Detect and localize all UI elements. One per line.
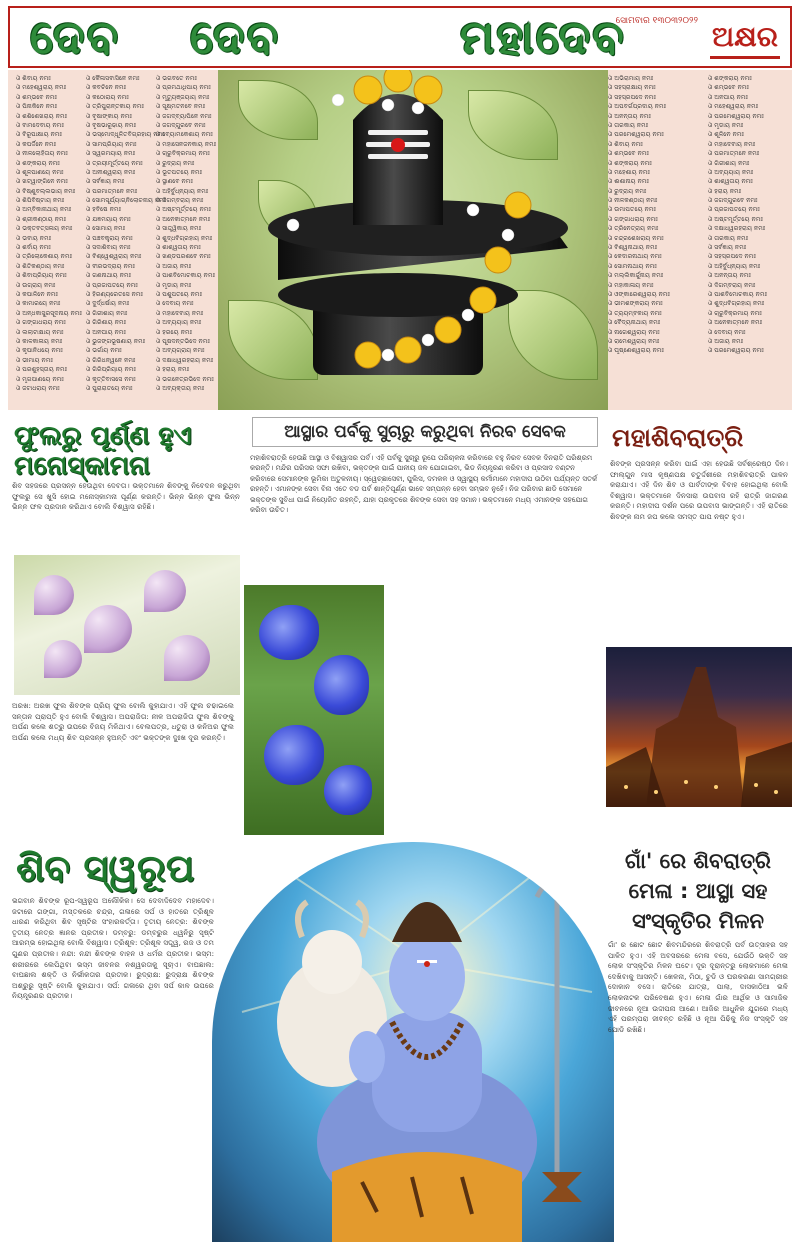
mahashivaratri-headline: ମହାଶିବରାତ୍ରି xyxy=(612,423,744,452)
petal xyxy=(259,605,319,660)
village-fair-headline xyxy=(604,842,792,940)
mantra-line: ଓଁ ପ୍ରମଥାଧିପାୟ ନମଃ xyxy=(156,84,211,92)
mantra-line: ଓଁ କଠୋରାୟ ନମଃ xyxy=(86,93,129,101)
mantra-line: ଓଁ ପରମେଶ୍ୱରାୟ ନମଃ xyxy=(608,131,664,139)
mantra-line: ଓଁ ବିଶ୍ୱନାଥାୟ ନମଃ xyxy=(608,244,658,252)
mantra-line: ଓଁ ପଶୁପତୟେ ନମଃ xyxy=(156,290,202,298)
mantra-line: ଓଁ ମହେଶାୟ ନମଃ xyxy=(608,168,650,176)
shiva-face xyxy=(389,933,465,1021)
mantra-line: ଓଁ ସର୍ବଜ୍ଞାୟ ନମଃ xyxy=(86,178,125,186)
mantra-line: ଓଁ ସାମପ୍ରିୟାୟ ନମଃ xyxy=(86,140,137,148)
mantra-line: ଓଁ ଗିରିଧନ୍ୱନେ ନମଃ xyxy=(86,356,136,364)
mantra-line: ଓଁ ହବିଷେ ନମଃ xyxy=(86,206,121,214)
mantra-line: ଓଁ ଶର୍ବାୟ ନମଃ xyxy=(16,244,51,252)
village-fair-headline-line-1: ଗାଁ' ରେ ଶିବରାତ୍ରି xyxy=(625,849,771,873)
mantra-line: ଓଁ ଅନୀଶ୍ୱରାୟ ନମଃ xyxy=(86,168,136,176)
mantra-line: ଓଁ ଅବ୍ୟୟାୟ ନମଃ xyxy=(156,319,202,327)
blessing-hand xyxy=(349,1031,385,1083)
mantra-line: ଓଁ ହିରଣ୍ୟରେତସେ ନମଃ xyxy=(86,290,143,298)
petal xyxy=(144,570,186,612)
mantra-line: ଓଁ ଚାରୁବିକ୍ରମାୟ ନମଃ xyxy=(708,309,762,317)
mantra-line: ଓଁ ଭଗନେତ୍ରଭିଦେ ନମଃ xyxy=(156,375,214,383)
temple-silhouette xyxy=(606,647,792,807)
mantra-line: ଓଁ ଭବାୟ ନମଃ xyxy=(16,234,52,242)
volunteers-body: ମହାଶିବରାତ୍ରି ହେଉଛି ଆସ୍ଥା ଓ ବିଶ୍ୱାସର ପର୍ବ। ଏହି ପର୍ବକୁ ସୁଚାରୁ ରୂପେ ପରିଚାଳନା କରିବାରେ ବହୁ ନିରବ ସେବକ ଦିନରାତି ପରିଶ୍ରମ କରନ୍ତି। ମନ୍ଦିର ପରିସର ସଫା ରଖିବା, ଭକ୍ତଙ୍କ ପାଇଁ ପାନୀୟ ଜଳ ଯୋଗାଇବା, ଭିଡ ନିୟନ୍ତ୍ରଣ କରିବା ଓ ପ୍ରସାଦ ବଣ୍ଟନ କରିବାରେ ସେମାନଙ୍କ ଭୂମିକା ଅତୁଳନୀୟ। ସ୍ୱେଚ୍ଛାସେବୀ, ପୁଲିସ, ଦମକଳ ଓ ସ୍ୱାସ୍ଥ୍ୟ କର୍ମୀମାନେ ମହାଦୀପ ଉଠିବା ପର୍ଯ୍ୟନ୍ତ ସତର୍କ ରହନ୍ତି। ଏମାନଙ୍କ ସେବା ବିନା ଏତେ ବଡ ପର୍ବ ଶାନ୍ତିପୂର୍ଣ୍ଣ ଭାବେ ସମ୍ପନ୍ନ ହେବା ସମ୍ଭବ ନୁହେଁ। ନିଜ ପରିବାର ଛାଡି ସେମାନେ ଭକ୍ତଙ୍କ ସୁବିଧା ପାଇଁ ନିୟୋଜିତ ରହନ୍ତି, ଯାହା ପ୍ରକୃତରେ ଶିବଙ୍କ ସେବା ସହ ସମାନ। ଭକ୍ତମାନେ ମଧ୍ୟ ଏମାନଙ୍କ ସହଯୋଗ କରିବା ଉଚିତ। xyxy=(250,454,598,515)
volunteers-headline: ଆସ୍ଥାର ପର୍ବକୁ ସୁଚାରୁ କରୁଥିବା ନିରବ ସେବକ xyxy=(252,417,598,447)
mantra-line: ଓଁ କପର୍ଦ୍ଦିନେ ନମଃ xyxy=(16,140,57,148)
mantra-line: ଓଁ ମହାସେନଜନକାୟ ନମଃ xyxy=(156,140,217,148)
mantra-line: ଓଁ ବୃଷାଙ୍କାୟ ନମଃ xyxy=(86,112,132,120)
mantra-line: ଓଁ ଅନ୍ଧକାସୁରସୂଦନାୟ ନମଃ xyxy=(16,309,82,317)
mantra-line: ଓଁ ପୂଷଦନ୍ତଭିଦେ ନମଃ xyxy=(156,337,210,345)
village-fair-headline-line-3: ସଂସ୍କୃତିର ମିଳନ xyxy=(632,909,764,933)
mantra-line: ଓଁ ଅନଘାୟ ନମଃ xyxy=(86,328,126,336)
mantra-line: ଓଁ ଅପବର୍ଗପ୍ରଦାୟ ନମଃ xyxy=(608,103,667,111)
mantra-line: ଓଁ ମୃଡାୟ ନମଃ xyxy=(156,281,192,289)
mantra-line: ଓଁ ଭର୍ଗାୟ ନମଃ xyxy=(86,347,122,355)
petal xyxy=(324,765,372,815)
mantra-line: ଓଁ କୃପାନିଧୟେ ନମଃ xyxy=(16,347,63,355)
petal xyxy=(34,575,74,615)
middle-section xyxy=(8,415,792,835)
mantra-line: ଓଁ ଚାରୁବିକ୍ରମାୟ ନମଃ xyxy=(156,150,210,158)
petal xyxy=(314,655,369,715)
crown-flower-photo xyxy=(14,555,240,695)
mantra-line: ଓଁ ସହସ୍ରପଦେ ନମଃ xyxy=(608,93,656,101)
mantra-line: ଓଁ ହରୟେ ନମଃ xyxy=(156,328,192,336)
mantra-line: ଓଁ ଶଙ୍କରାୟ ନମଃ xyxy=(16,159,60,167)
mantra-line: ଓଁ ବାମଦେବାୟ ନମଃ xyxy=(16,121,64,129)
mantra-line: ଓଁ ଖଣ୍ଡପରଶବେ ନମଃ xyxy=(156,253,211,261)
tripundra-mark xyxy=(368,130,428,135)
mantra-line: ଓଁ ଅବ୍ୟକ୍ତାୟ ନମଃ xyxy=(156,384,205,392)
lingam-illustration xyxy=(218,70,608,410)
mantra-line: ଓଁ ରାମେଶ୍ୱରାୟ ନମଃ xyxy=(608,337,660,345)
shiva-form-body: ଭଗବାନ ଶିବଙ୍କ ରୂପ-ସ୍ୱରୂପ ଅଲୌକିକ। ସେ ଦେବାଦିଦେବ ମହାଦେବ। ଜଟାରେ ଗଙ୍ଗା, ମସ୍ତକରେ ଚନ୍ଦ୍ର, ଗଳାରେ ସର୍ପ ଓ ହାତରେ ତ୍ରିଶୂଳ ଧାରଣ କରିଥିବା ଶିବ ସୃଷ୍ଟିର ସଂହାରକର୍ତ୍ତା। ତୃତୀୟ ନେତ୍ର: ଶିବଙ୍କ ତୃତୀୟ ନେତ୍ର ଜ୍ଞାନର ପ୍ରତୀକ। ଡମ୍ବରୁ: ଡମ୍ବରୁର ଧ୍ୱନିରୁ ସୃଷ୍ଟି ଆରମ୍ଭ ହୋଇଥିଲା ବୋଲି ବିଶ୍ୱାସ। ତ୍ରିଶୂଳ: ତ୍ରିଶୂଳ ସତ୍ତ୍ୱ, ରଜ ଓ ତମ ଗୁଣର ପ୍ରତୀକ। ନନ୍ଦୀ: ନନ୍ଦୀ ଶିବଙ୍କ ବାହନ ଓ ଧର୍ମର ପ୍ରତୀକ। ଭସ୍ମ: ଶରୀରରେ ଲେପିଥିବା ଭସ୍ମ ଜୀବନର ନଶ୍ୱରତାକୁ ସୂଚାଏ। ବାଘଛାଲ: ବାଘଛାଲ ଶକ୍ତି ଓ ନିର୍ଭୀକତାର ପ୍ରତୀକ। ରୁଦ୍ରାକ୍ଷ: ରୁଦ୍ରାକ୍ଷ ଶିବଙ୍କ ଅଶ୍ରୁରୁ ସୃଷ୍ଟି ବୋଲି କୁହାଯାଏ। ସର୍ପ: ଗଳାରେ ଥିବା ସର୍ପ କାଳ ଉପରେ ନିୟନ୍ତ୍ରଣର ପ୍ରତୀକ। xyxy=(12,896,214,1001)
mantra-line: ଓଁ ଗିରୀଶାୟ ନମଃ xyxy=(708,159,750,167)
mantra-line: ଓଁ ପାଶବିମୋଚକାୟ ନମଃ xyxy=(156,272,215,280)
mantra-line: ଓଁ ନୀଳଲୋହିତାୟ ନମଃ xyxy=(16,150,68,158)
mantra-line: ଓଁ ତାରକାୟ ନମଃ xyxy=(608,121,649,129)
mantra-line: ଓଁ ଖଟ୍ୱାଙ୍ଗିନେ ନମଃ xyxy=(16,178,68,186)
mantra-line: ଓଁ ଶଙ୍କରାୟ ନମଃ xyxy=(708,75,752,82)
mantra-line: ଓଁ ସୋମସୂର୍ଯ୍ୟାଗ୍ନିଲୋଚନାୟ ନମଃ xyxy=(86,197,167,205)
title-word-deba-1: ଦେବ xyxy=(30,10,121,64)
mantra-line: ଓଁ ଶୁଦ୍ଧବିଗ୍ରହାୟ ନମଃ xyxy=(156,234,213,242)
mantra-line: ଓଁ ଚନ୍ଦ୍ରଶେଖରାୟ ନମଃ xyxy=(608,234,664,242)
mantra-line: ଓଁ ବ୍ୟୋମକେଶାୟ ନମଃ xyxy=(156,131,213,139)
mantra-line: ଓଁ ରୁଦ୍ରାୟ ନମଃ xyxy=(156,159,195,167)
mantra-line: ଓଁ ପରମେଶ୍ୱରାୟ ନମଃ xyxy=(708,347,764,355)
mantra-line: ଓଁ ଶାଶ୍ୱତାୟ ନମଃ xyxy=(156,244,201,252)
brand-logo: ଅକ୍ଷର xyxy=(712,20,778,53)
mantra-line: ଓଁ ଶ୍ରୀକଣ୍ଠାୟ ନମଃ xyxy=(16,215,67,223)
mantra-line: ଓଁ ସହସ୍ରାକ୍ଷାୟ ନମଃ xyxy=(608,84,656,92)
mantra-line: ଓଁ ଦେବାୟ ନମଃ xyxy=(156,300,194,308)
mantra-line: ଓଁ ଭଗବତେ ନମଃ xyxy=(156,75,197,82)
mantra-line: ଓଁ ଦୁର୍ଦ୍ଧର୍ଷାୟ ନମଃ xyxy=(86,300,130,308)
damru-icon xyxy=(542,1172,582,1202)
mantra-line: ଓଁ ଲଲାଟାକ୍ଷାୟ ନମଃ xyxy=(16,328,64,336)
flowers-headline-line-1: ଫୁଲରୁ ପୂର୍ଣ୍ଣ ହୁଏ xyxy=(14,421,192,451)
mantra-line: ଓଁ ମହାଦେବାୟ ନମଃ xyxy=(708,140,756,148)
mantra-line: ଓଁ ପ୍ରଜାପତୟେ ନମଃ xyxy=(86,281,138,289)
mantra-line: ଓଁ ଶମ୍ଭବେ ନମଃ xyxy=(608,150,649,158)
butterfly-pea-photo xyxy=(244,585,384,835)
shiva-portrait xyxy=(212,842,614,1242)
mantra-line: ଓଁ ମହେଶ୍ୱରାୟ ନମଃ xyxy=(708,103,759,111)
mantra-line: ଓଁ ତ୍ର୍ୟମ୍ବକାୟ ନମଃ xyxy=(608,309,662,317)
mahashivaratri-body: ଶିବଙ୍କ ପ୍ରସନ୍ନ କରିବା ପାଇଁ ଏହା ହେଉଛି ସର୍ବଶ୍ରେଷ୍ଠ ଦିନ। ଫାଲ୍ଗୁନ ମାସ କୃଷ୍ଣପକ୍ଷ ଚତୁର୍ଦ୍ଦଶୀରେ ମହାଶିବରାତ୍ରି ପାଳନ କରାଯାଏ। ଏହି ଦିନ ଶିବ ଓ ପାର୍ବତୀଙ୍କ ବିବାହ ହୋଇଥିଲା ବୋଲି ବିଶ୍ୱାସ। ଭକ୍ତମାନେ ଦିନସାରା ଉପବାସ ରହି ରାତ୍ରି ଜାଗରଣ କରନ୍ତି। ମହାଦୀପ ଦର୍ଶନ ପରେ ଉପବାସ ଭାଙ୍ଗନ୍ତି। ଏହି ରାତିରେ ଶିବଙ୍କ ନାମ ଜପ କଲେ ସମସ୍ତ ପାପ ନଷ୍ଟ ହୁଏ। xyxy=(610,459,788,521)
village-fair-headline-line-2: ମେଳା : ଆସ୍ଥା ସହ xyxy=(628,879,768,903)
title-word-deba-2: ଦେବ xyxy=(190,10,281,64)
shiva-form-headline: ଶିବ ସ୍ୱରୂପ xyxy=(16,846,195,890)
mantra-line: ଓଁ ସାତ୍ତ୍ୱିକାୟ ନମଃ xyxy=(156,225,202,233)
mantra-line: ଓଁ ସୂକ୍ଷ୍ମତନବେ ନମଃ xyxy=(156,103,206,111)
mantra-line: ଓଁ ବୃଷଭାରୂଢାୟ ନମଃ xyxy=(86,121,137,129)
petal xyxy=(44,640,82,678)
mantra-line: ଓଁ ତ୍ରିଲୋକେଶାୟ ନମଃ xyxy=(16,253,72,261)
mantra-line: ଓଁ ଜଗଦ୍ଗୁରବେ ନମଃ xyxy=(156,121,206,129)
mantra-line: ଓଁ ପରଶୁହସ୍ତାୟ ନମଃ xyxy=(16,366,68,374)
mantra-line: ଓଁ କାମାରୟେ ନମଃ xyxy=(16,300,61,308)
mantra-line: ଓଁ ମହାକାଳାୟ ନମଃ xyxy=(608,281,654,289)
mantra-line: ଓଁ ତାରକାୟ ନମଃ xyxy=(708,234,749,242)
mantra-line: ଓଁ ଉଗ୍ରାୟ ନମଃ xyxy=(16,281,56,289)
mantra-line: ଓଁ ଅହିର୍ବୁଧ୍ନ୍ୟାୟ ନମଃ xyxy=(708,262,761,270)
mantra-line: ଓଁ ସ୍ୱରମୟାୟ ନମଃ xyxy=(86,150,136,158)
mantra-line: ଓଁ ଓଙ୍କାରେଶ୍ୱରାୟ ନମଃ xyxy=(608,290,670,298)
mantra-line: ଓଁ ଉମାପତୟେ ନମଃ xyxy=(608,206,656,214)
mantra-line: ଓଁ ଭକ୍ତବତ୍ସଳାୟ ନମଃ xyxy=(16,225,73,233)
mantra-line: ଓଁ ଅଭିରାମାୟ ନମଃ xyxy=(608,75,654,82)
mantra-line: ଓଁ ଦିଗମ୍ବରାୟ ନମଃ xyxy=(156,197,204,205)
mantra-line: ଓଁ ଘୃଷ୍ଣେଶ୍ୱରାୟ ନମଃ xyxy=(608,347,664,355)
mantra-line: ଓଁ ଶିତିକଣ୍ଠାୟ ନମଃ xyxy=(16,262,65,270)
mantra-line: ଓଁ ଶାଶ୍ୱତାୟ ନମଃ xyxy=(708,178,753,186)
mantra-line: ଓଁ ସର୍ବଜ୍ଞାୟ ନମଃ xyxy=(708,244,747,252)
shiva-form-article xyxy=(8,842,226,1242)
mantra-line: ଓଁ ମହାଦେବାୟ ନମଃ xyxy=(156,309,204,317)
mantra-line: ଓଁ ଅଷ୍ଟମୂର୍ତ୍ତୟେ ନମଃ xyxy=(708,215,763,223)
lingam-photo xyxy=(218,70,608,410)
mantra-line: ଓଁ ମୃଡାୟ ନମଃ xyxy=(708,121,744,129)
flowers-body: ଅରଖ: ଅରଖ ଫୁଲ ଶିବଙ୍କ ପ୍ରିୟ ଫୁଲ ବୋଲି କୁହାଯାଏ। ଏହି ଫୁଲ ଚଢାଇଲେ ସନ୍ତାନ ପ୍ରାପ୍ତି ହୁଏ ବୋଲି ବିଶ୍ୱାସ। ଅପରାଜିତା: ନୀଳ ଅପରାଜିତା ଫୁଲ ଶିବଙ୍କୁ ଅର୍ପଣ କଲେ ଶତ୍ରୁ ଉପରେ ବିଜୟ ମିଳିଥାଏ। ବେଲପତ୍ର, ଧତୁରା ଓ କନିଅର ଫୁଲ ଅର୍ପଣ କଲେ ମଧ୍ୟ ଶିବ ପ୍ରସନ୍ନ ହୁଅନ୍ତି ଏବଂ ଭକ୍ତଙ୍କ ଦୁଃଖ ଦୂର କରନ୍ତି। xyxy=(12,701,234,742)
jata-hair xyxy=(392,902,462,942)
mantra-line: ଓଁ ଶିବାୟ ନମଃ xyxy=(16,75,51,82)
mantra-line: ଓଁ ଅନେକାତ୍ମନେ ନମଃ xyxy=(156,215,211,223)
mantra-line: ଓଁ ଶଙ୍କରାୟ ନମଃ xyxy=(608,159,652,167)
mantra-column-1 xyxy=(16,74,82,393)
mantra-line: ଓଁ କୈଳାସବାସିନେ ନମଃ xyxy=(86,75,140,82)
flowers-headline xyxy=(8,415,244,481)
mantra-line: ଓଁ ସହସ୍ରପଦେ ନମଃ xyxy=(708,253,756,261)
title-word-mahadeba: ମହାଦେବ xyxy=(460,10,626,64)
mahashivaratri-article xyxy=(606,415,792,835)
temple-night-photo xyxy=(606,647,792,807)
mantra-column-4 xyxy=(608,74,670,356)
shiva-mantra-band xyxy=(8,70,792,410)
mantra-line: ଓଁ ଅନେକାତ୍ମନେ ନମଃ xyxy=(708,319,763,327)
mantra-line: ଓଁ ଯଜ୍ଞମୟାୟ ନମଃ xyxy=(86,215,131,223)
mantra-line: ଓଁ କେଦାରନାଥାୟ ନମଃ xyxy=(608,253,662,261)
mantra-line: ଓଁ ଗିରିପ୍ରିୟାୟ ନମଃ xyxy=(86,366,136,374)
mantra-column-2 xyxy=(86,74,166,393)
village-fair-article xyxy=(604,842,792,1242)
mantra-line: ଓଁ ତ୍ରିପୁରାନ୍ତକାୟ ନମଃ xyxy=(86,103,144,111)
mantra-line: ଓଁ ଶମ୍ଭବେ ନମଃ xyxy=(708,84,749,92)
mantra-line: ଓଁ ଗଙ୍ଗାଧରାୟ ନମଃ xyxy=(608,215,658,223)
flowers-intro: ଶିବ ସହଜରେ ପ୍ରସନ୍ନ ହେଉଥିବା ଦେବତା। ଭକ୍ତମାନେ ଶିବଙ୍କୁ ନିବେଦନ କରୁଥିବା ଫୁଲରୁ ସେ ଖୁସି ହୋଇ ମନୋସ୍କାମନା ପୂର୍ଣ୍ଣ କରନ୍ତି। ଭିନ୍ନ ଭିନ୍ନ ଫୁଲ ଭିନ୍ନ ଭିନ୍ନ ଫଳ ପ୍ରଦାନ କରିଥାଏ ବୋଲି ବିଶ୍ୱାସ ରହିଛି। xyxy=(12,481,240,512)
mantra-column-3 xyxy=(156,74,216,393)
mantra-line: ଓଁ ପରମାତ୍ମନେ ନମଃ xyxy=(708,150,760,158)
mantra-column-5 xyxy=(708,74,767,356)
masthead xyxy=(8,6,792,68)
mantra-line: ଓଁ ଜଟାଧରାୟ ନମଃ xyxy=(16,384,60,392)
mantra-line: ଓଁ ବିଶ୍ୱେଶ୍ୱରାୟ ନମଃ xyxy=(86,253,142,261)
shiva-illustration xyxy=(212,842,614,1242)
mantra-line: ଓଁ ଗିରୀଶାୟ ନମଃ xyxy=(86,309,128,317)
mantra-line: ଓଁ ଶଶିଶେଖରାୟ ନମଃ xyxy=(16,112,68,120)
mantra-line: ଓଁ ବୀରଭଦ୍ରାୟ ନମଃ xyxy=(86,262,135,270)
mantra-line: ଓଁ ବିରୂପାକ୍ଷାୟ ନମଃ xyxy=(16,131,62,139)
tiger-skin xyxy=(332,1152,522,1242)
mantra-line: ଓଁ ଶୁଦ୍ଧବିଗ୍ରହାୟ ନମଃ xyxy=(708,300,765,308)
mantra-line: ଓଁ ତ୍ରିନେତ୍ରାୟ ନମଃ xyxy=(608,225,659,233)
mantra-line: ଓଁ କୃତ୍ତିବାସସେ ନମଃ xyxy=(86,375,136,383)
mantra-line: ଓଁ ଗଙ୍ଗାଧରାୟ ନମଃ xyxy=(16,319,66,327)
mantra-line: ଓଁ ଭୀମାୟ ନମଃ xyxy=(16,356,53,364)
mantra-line: ଓଁ ଅଷ୍ଟମୂର୍ତ୍ତୟେ ନମଃ xyxy=(156,206,211,214)
brand-underline xyxy=(710,56,780,59)
mantra-line: ଓଁ ପୁରାରାତୟେ ନମଃ xyxy=(86,384,133,392)
petal xyxy=(264,725,324,785)
mantra-line: ଓଁ ହରାୟ ନମଃ xyxy=(708,187,742,195)
mantra-line: ଓଁ ନାଗେଶ୍ୱରାୟ ନମଃ xyxy=(608,328,660,336)
mantra-line: ଓଁ ପିନାକିନେ ନମଃ xyxy=(16,103,58,111)
mantra-line: ଓଁ ଦିଗମ୍ବରାୟ ନମଃ xyxy=(708,281,756,289)
mantra-line: ଓଁ ମହେଶ୍ୱରାୟ ନମଃ xyxy=(16,84,67,92)
mantra-line: ଓଁ ଦକ୍ଷାଧ୍ୱରହରାୟ ନମଃ xyxy=(156,356,214,364)
mantra-line: ଓଁ ଅହିର୍ବୁଧ୍ନ୍ୟାୟ ନମଃ xyxy=(156,187,209,195)
mantra-line: ଓଁ ଶୂଳିନେ ନମଃ xyxy=(708,131,744,139)
volunteers-article xyxy=(244,415,606,835)
flowers-headline-line-2: ମନୋସ୍କାମନା xyxy=(14,451,150,481)
mantra-line: ଓଁ ଅନଘାୟ ନମଃ xyxy=(708,93,748,101)
mantra-line: ଓଁ ଶମ୍ଭବେ ନମଃ xyxy=(16,93,57,101)
bottom-section xyxy=(8,842,792,1242)
lingam-stone xyxy=(353,94,443,225)
mantra-line: ଓଁ ଶିବାୟ ନମଃ xyxy=(608,140,643,148)
mantra-line: ଓଁ ପରମେଶ୍ୱରାୟ ନମଃ xyxy=(708,112,764,120)
mantra-line: ଓଁ କାଳକାଳାୟ ନମଃ xyxy=(16,337,63,345)
mantra-line: ଓଁ ଅଜାୟ ନମଃ xyxy=(156,262,192,270)
petal xyxy=(164,635,210,681)
mantra-line: ଓଁ ମଲ୍ଲିକାର୍ଜୁନାୟ ନମଃ xyxy=(608,272,664,280)
mantra-line: ଓଁ ଅନନ୍ତାୟ ନମଃ xyxy=(608,112,651,120)
kumkum-dot xyxy=(391,138,405,152)
mantra-line: ଓଁ ଅମ୍ବିକାନାଥାୟ ନମଃ xyxy=(16,206,72,214)
dateline: ସୋମବାର ୧୩୦୩୨୦୨୨ xyxy=(615,16,698,26)
mantra-line: ଓଁ ଶିବାପ୍ରିୟାୟ ନମଃ xyxy=(16,272,67,280)
petal xyxy=(84,605,132,653)
mantra-line: ଓଁ ପାଶବିମୋଚକାୟ ନମଃ xyxy=(708,290,767,298)
mantra-line: ଓଁ ମୃଗପାଣୟେ ନମଃ xyxy=(16,375,64,383)
mantra-line: ଓଁ ପରମାତ୍ମନେ ନମଃ xyxy=(86,187,138,195)
flowers-article xyxy=(8,415,244,835)
mantra-line: ଓଁ ଗିରିଶାୟ ନମଃ xyxy=(86,319,127,327)
mantra-line: ଓଁ ଜଗଦ୍ଗୁରବେ ନମଃ xyxy=(708,197,758,205)
mantra-line: ଓଁ ଦକ୍ଷାଧ୍ୱରହରାୟ ନମଃ xyxy=(708,225,766,233)
mantra-line: ଓଁ ପଞ୍ଚବକ୍ତ୍ରାୟ ନମଃ xyxy=(86,234,133,242)
mantra-line: ଓଁ ବିଷ୍ଣୁବଲ୍ଲଭାୟ ନମଃ xyxy=(16,187,76,195)
mantra-line: ଓଁ ସୋମନାଥାୟ ନମଃ xyxy=(608,262,657,270)
mantra-line: ଓଁ ଶୂଳପାଣୟେ ନମଃ xyxy=(16,168,64,176)
mantra-line: ଓଁ ବୈଦ୍ୟନାଥାୟ ନମଃ xyxy=(608,319,661,327)
mantra-line: ଓଁ ତ୍ରୟୀମୂର୍ତ୍ତୟେ ନମଃ xyxy=(86,159,143,167)
mantra-line: ଓଁ ଈଶାନାୟ ନମଃ xyxy=(608,178,649,186)
mantra-line: ଓଁ ଜଗଦ୍ବ୍ୟାପିନେ ନମଃ xyxy=(156,112,212,120)
mantra-line: ଓଁ ମୃତ୍ୟୁଞ୍ଜୟାୟ ନମଃ xyxy=(156,93,210,101)
mantra-line: ଓଁ ରୁଦ୍ରାୟ ନମଃ xyxy=(608,187,647,195)
mantra-line: ଓଁ ଅନନ୍ତାୟ ନମଃ xyxy=(708,272,751,280)
mantra-line: ଓଁ ଶିପିବିଷ୍ଟାୟ ନମଃ xyxy=(16,197,65,205)
mantra-line: ଓଁ ଭୂତପତୟେ ନମଃ xyxy=(156,168,203,176)
mantra-line: ଓଁ ହରାୟ ନମଃ xyxy=(156,366,190,374)
mantra-line: ଓଁ ସଦାଶିବାୟ ନମଃ xyxy=(86,244,131,252)
mantra-line: ଓଁ କବଚିନେ ନମଃ xyxy=(86,84,127,92)
village-fair-body: ଗାଁ' ର ଛୋଟ ଛୋଟ ଶିବମନ୍ଦିରରେ ଶିବରାତ୍ରି ପର୍ବ ଉତ୍ସାହର ସହ ପାଳିତ ହୁଏ। ଏହି ଅବସରରେ ମେଳା ବସେ, ଯେଉଁଠି ଭକ୍ତି ସହ ଲୋକ ସଂସ୍କୃତିର ମିଳନ ଘଟେ। ଦୂର ଦୂରାନ୍ତରୁ ଲୋକମାନେ ମେଳା ଦେଖିବାକୁ ଆସନ୍ତି। ଖେଳନା, ମିଠା, ଚୁଡି ଓ ଘରକରଣା ସାମଗ୍ରୀର ଦୋକାନ ବସେ। ରାତିରେ ଯାତ୍ରା, ପାଲା, ଦାସକାଠିଆ ଭଳି ଲୋକନାଟକ ପରିବେଷଣ ହୁଏ। ମେଳା ଗାଁର ଆର୍ଥିକ ଓ ସାମାଜିକ ଜୀବନରେ ନୂଆ ଉଦ୍ଦୀପନା ଆଣେ। ଆଜିର ଆଧୁନିକ ଯୁଗରେ ମଧ୍ୟ ଏହି ପରମ୍ପରା ଜୀବନ୍ତ ରହିଛି ଓ ନୂଆ ପିଢିକୁ ନିଜ ସଂସ୍କୃତି ସହ ଯୋଡି ରଖିଛି। xyxy=(608,940,788,1034)
mantra-line: ଓଁ ଅଜାୟ ନମଃ xyxy=(708,337,744,345)
mantra-line: ଓଁ ଅବ୍ୟଗ୍ରାୟ ନମଃ xyxy=(156,347,205,355)
mantra-line: ଓଁ ଦେବାୟ ନମଃ xyxy=(708,328,746,336)
mantra-line: ଓଁ କପାଳିନେ ନମଃ xyxy=(16,290,58,298)
mantra-line: ଓଁ ପ୍ରଜାପତୟେ ନମଃ xyxy=(708,206,760,214)
mantra-line: ଓଁ ଗଣନାଥାୟ ନମଃ xyxy=(86,272,132,280)
mantra-line: ଓଁ ସ୍ଥାଣବେ ନମଃ xyxy=(156,178,193,186)
mantra-line: ଓଁ ଭୁଜଙ୍ଗଭୂଷଣାୟ ନମଃ xyxy=(86,337,146,345)
mantra-line: ଓଁ ନୀଳକଣ୍ଠାୟ ନମଃ xyxy=(608,197,658,205)
mantra-line: ଓଁ ଅବ୍ୟୟାୟ ନମଃ xyxy=(708,168,754,176)
mantra-line: ଓଁ ଭୀମଶଙ୍କରାୟ ନମଃ xyxy=(608,300,663,308)
mantra-line: ଓଁ ସୋମାୟ ନମଃ xyxy=(86,225,126,233)
mantra-line: ଓଁ ଭସ୍ମୋଦ୍ଧୂଳିତବିଗ୍ରହାୟ ନମଃ xyxy=(86,131,165,139)
